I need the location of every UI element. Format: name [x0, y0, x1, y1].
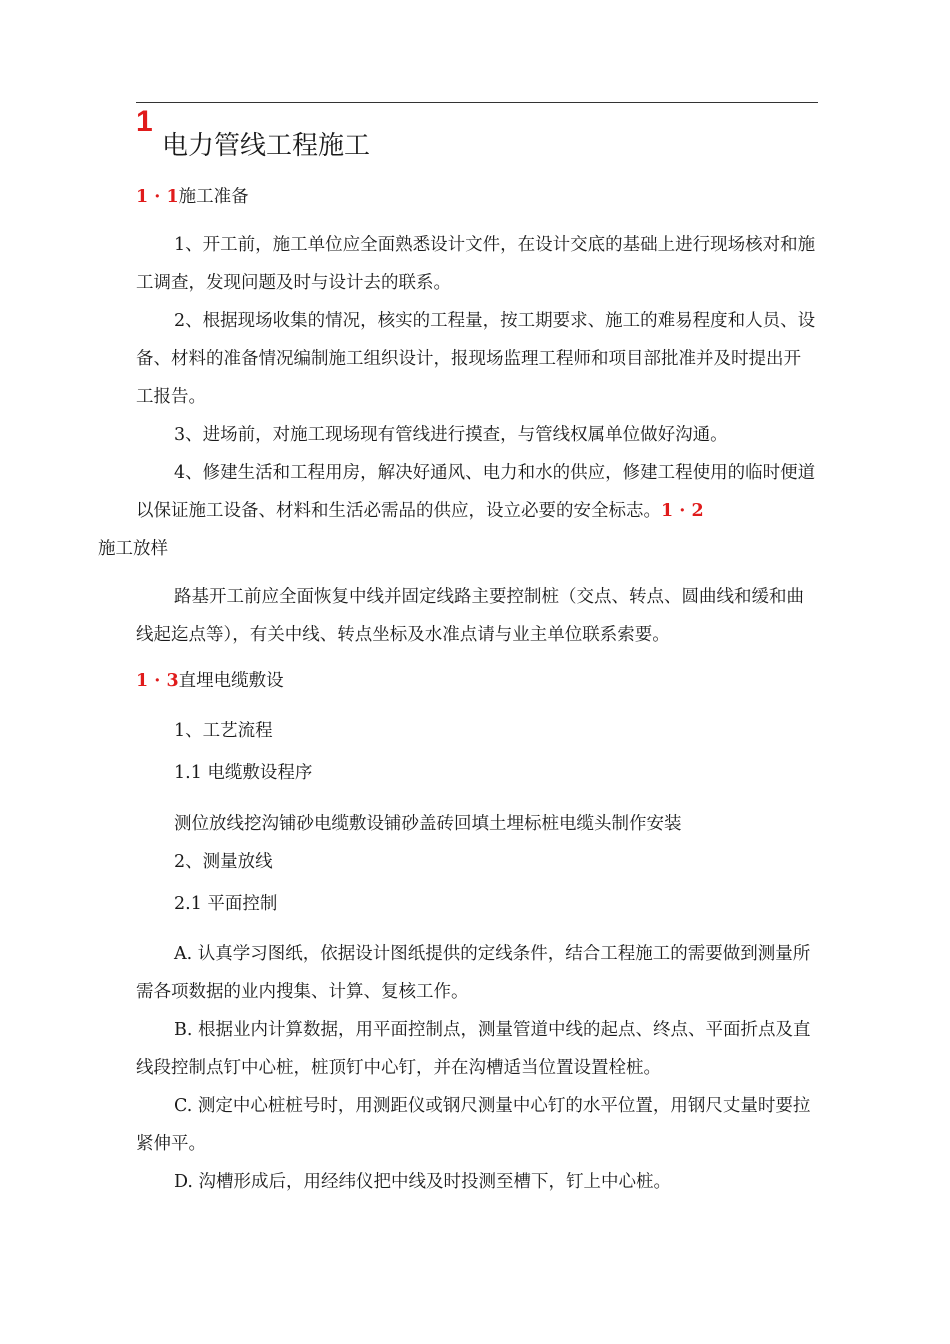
paragraph-text: 4、修建生活和工程用房，解决好通风、电力和水的供应，修建工程使用的临时便道以保证施工设备、材料和生活必需品的供应，设立必要的安全标志。	[136, 463, 816, 521]
chapter-title: 电力管线工程施工	[162, 131, 371, 161]
paragraph: A. 认真学习图纸，依据设计图纸提供的定线条件，结合工程施工的需要做到测量所需各项数据的业内搜集、计算、复核工作。	[136, 944, 811, 1002]
section-number: 1 · 2	[661, 501, 704, 521]
paragraph: B. 根据业内计算数据，用平面控制点，测量管道中线的起点、终点、平面折点及直线段控制点钉中心桩，桩顶钉中心钉，并在沟槽适当位置设置栓桩。	[136, 1020, 811, 1078]
paragraph: 3、进场前，对施工现场现有管线进行摸查，与管线权属单位做好沟通。	[174, 425, 728, 445]
section-heading-1-1	[136, 178, 818, 216]
header-rule	[136, 102, 818, 103]
section-number: 1 · 1	[136, 187, 179, 207]
section-title: 施工放样	[98, 539, 168, 559]
paragraph-with-inline-heading	[98, 454, 818, 568]
process-flow: 测位放线挖沟铺砂电缆敷设铺砂盖砖回填土埋标桩电缆头制作安装	[174, 814, 682, 834]
list-item: 2.1 平面控制	[174, 894, 278, 914]
paragraph: C. 测定中心桩桩号时，用测距仪或钢尺测量中心钉的水平位置，用钢尺丈量时要拉紧伸平。	[136, 1096, 811, 1154]
paragraph: D. 沟槽形成后，用经纬仪把中线及时投测至槽下，钉上中心桩。	[174, 1172, 672, 1192]
list-item: 1、工艺流程	[174, 721, 273, 741]
paragraph: 2、根据现场收集的情况，核实的工程量，按工期要求、施工的难易程度和人员、设备、材料的准备情况编制施工组织设计，报现场监理工程师和项目部批准并及时提出开工报告。	[136, 311, 816, 407]
section-heading-1-3	[136, 662, 818, 700]
list-item: 1.1 电缆敷设程序	[174, 763, 313, 783]
chapter-number: 1	[136, 105, 153, 138]
section-title: 直埋电缆敷设	[178, 671, 284, 691]
paragraph: 1、开工前，施工单位应全面熟悉设计文件，在设计交底的基础上进行现场核对和施工调查，发现问题及时与设计去的联系。	[136, 235, 816, 293]
paragraph: 路基开工前应全面恢复中线并固定线路主要控制桩（交点、转点、圆曲线和缓和曲线起迄点等），有关中线、转点坐标及水准点请与业主单位联系索要。	[136, 587, 804, 645]
section-number: 1 · 3	[136, 671, 179, 691]
section-title: 施工准备	[178, 187, 249, 207]
list-item: 2、测量放线	[174, 852, 273, 872]
